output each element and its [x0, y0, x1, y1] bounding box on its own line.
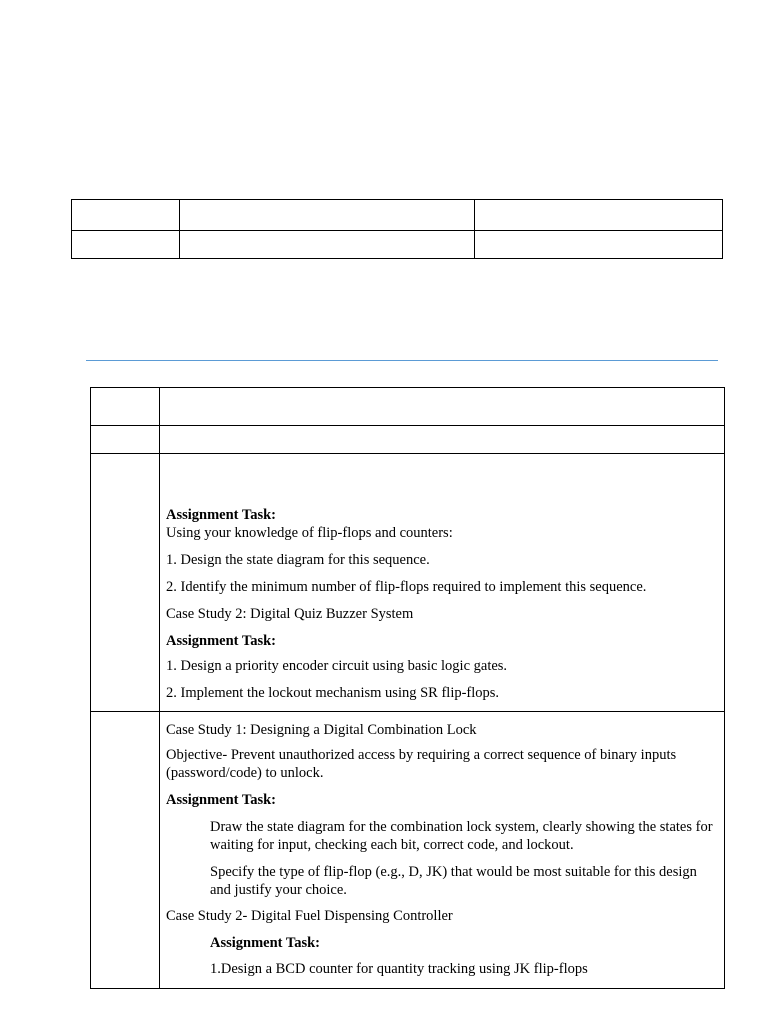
table-cell	[72, 231, 180, 259]
case-study-block-2	[160, 712, 725, 989]
table-cell	[160, 426, 725, 454]
task-heading: Assignment Task:	[166, 633, 276, 649]
table-cell	[180, 200, 475, 231]
objective-text: Objective- Prevent unauthorized access by requiring a correct sequence of binary inputs (password/code) to unlock.	[166, 747, 677, 781]
horizontal-rule	[86, 360, 718, 361]
case-study-title: Case Study 2: Digital Quiz Buzzer System	[166, 606, 414, 622]
case-study-title: Case Study 2- Digital Fuel Dispensing Controller	[166, 908, 453, 924]
task-heading: Assignment Task:	[166, 507, 276, 523]
table-cell	[91, 426, 160, 454]
table-row	[91, 712, 725, 989]
table-row	[91, 388, 725, 426]
table-row	[91, 426, 725, 454]
table-cell	[91, 388, 160, 426]
table-cell	[91, 712, 160, 989]
task-bullet: Draw the state diagram for the combination lock system, clearly showing the states for waiting for input, checking each bit, correct code, and lockout.	[210, 819, 713, 853]
header-info-table	[71, 199, 723, 259]
assignment-table	[90, 387, 725, 989]
table-cell	[180, 231, 475, 259]
table-cell	[160, 388, 725, 426]
step-text: 1. Design the state diagram for this sequence.	[166, 552, 430, 568]
task-bullet: Specify the type of flip-flop (e.g., D, JK) that would be most suitable for this design and justify your choice.	[210, 864, 697, 898]
step-text: 2. Implement the lockout mechanism using SR flip-flops.	[166, 685, 500, 701]
case-study-block-1	[160, 454, 725, 712]
step-text: 1.Design a BCD counter for quantity tracking using JK flip-flops	[210, 961, 588, 977]
step-text: 2. Identify the minimum number of flip-flops required to implement this sequence.	[166, 579, 647, 595]
table-row	[72, 231, 723, 259]
table-row	[72, 200, 723, 231]
intro-text: Using your knowledge of flip-flops and counters:	[166, 525, 453, 541]
table-cell	[91, 454, 160, 712]
table-cell	[72, 200, 180, 231]
task-heading: Assignment Task:	[210, 935, 320, 951]
case-study-title: Case Study 1: Designing a Digital Combination Lock	[166, 722, 477, 738]
table-cell	[475, 231, 723, 259]
table-cell	[475, 200, 723, 231]
task-heading: Assignment Task:	[166, 792, 276, 808]
table-row	[91, 454, 725, 712]
step-text: 1. Design a priority encoder circuit using basic logic gates.	[166, 658, 508, 674]
